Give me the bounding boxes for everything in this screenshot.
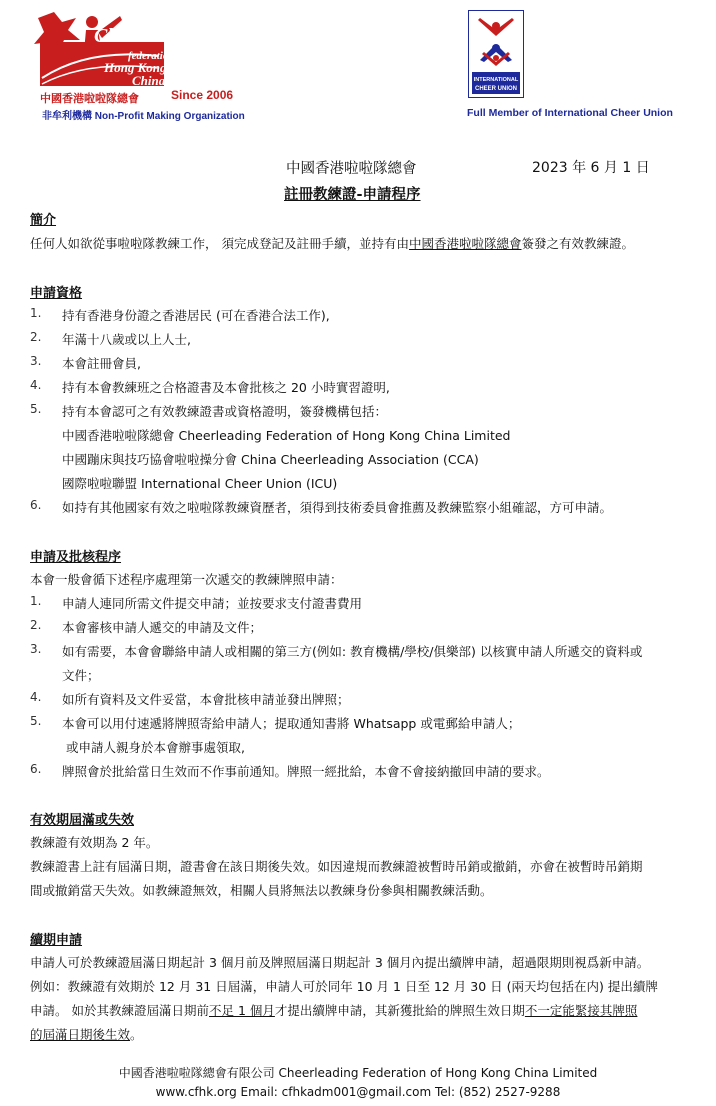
procedure-num: 5. — [30, 714, 42, 728]
eligibility-item: 持有香港身份證之香港居民 (可在香港合法工作), — [62, 308, 330, 323]
svg-text:federation: federation — [128, 50, 175, 62]
procedure-item: 申請人連同所需文件提交申請；並按要求支付證書費用 — [62, 596, 363, 611]
eligibility-num: 4. — [30, 378, 42, 392]
validity-heading: 有效期屆滿或失效 — [30, 813, 135, 828]
member-caption: Full Member of International Cheer Union — [467, 107, 673, 119]
validity-line: 間或撤銷當天失效。如教練證無效，相關人員將無法以教練身份參與相關教練活動。 — [30, 883, 493, 898]
renewal-underlined: 的屆滿日期後生效 — [30, 1027, 131, 1042]
renewal-underlined: 不一定能緊接其牌照 — [524, 1003, 638, 1018]
eligibility-item: 本會註冊會員, — [62, 356, 141, 371]
logo-chinese-name: 中國香港啦啦隊總會 — [40, 93, 139, 105]
procedure-num: 4. — [30, 690, 42, 704]
procedure-heading: 申請及批核程序 — [30, 550, 122, 565]
eligibility-num: 2. — [30, 330, 42, 344]
procedure-intro: 本會一般會循下述程序處理第一次遞交的教練牌照申請： — [30, 572, 343, 587]
issuing-org: 國際啦啦聯盟 International Cheer Union (ICU) — [62, 476, 338, 491]
org-title: 中國香港啦啦隊總會 — [286, 161, 417, 177]
svg-text:CHEER UNION: CHEER UNION — [474, 86, 518, 92]
intro-heading: 簡介 — [30, 213, 57, 228]
icu-logo-graphic — [468, 10, 524, 98]
eligibility-item: 年滿十八歲或以上人士, — [62, 332, 191, 347]
svg-text:INTERNATIONAL: INTERNATIONAL — [473, 77, 519, 83]
procedure-item: 如有需要，本會會聯絡申請人或相關的第三方(例如: 教育機構/學校/俱樂部) 以核實申請人所遞交的資料或 — [62, 644, 643, 659]
procedure-item: 牌照會於批給當日生效而不作事前通知。牌照一經批給，本會不會接納撤回申請的要求。 — [62, 764, 550, 779]
document-date: 2023 年 6 月 1 日 — [532, 160, 650, 176]
renewal-line: 申請。 如於其教練證屆滿日期前不足 1 個月才提出續牌申請，其新獲批給的牌照生效日期不一定能緊接其牌照 — [30, 1003, 638, 1018]
renewal-line: 申請人可於教練證屆滿日期起計 3 個月前及牌照屆滿日期起計 3 個月內提出續牌申請，超過限期則視爲新申請。 — [30, 955, 650, 970]
procedure-num: 2. — [30, 618, 42, 632]
renewal-heading: 續期申請 — [30, 933, 83, 948]
svg-text:Hong Kong: Hong Kong — [104, 60, 167, 75]
document-subject: 註冊教練證-申請程序 — [284, 187, 421, 203]
svg-text:Cheerleading: Cheerleading — [94, 25, 206, 47]
issuing-org: 中國蹦床與技巧協會啦啦操分會 China Cheerleading Association (CCA) — [62, 452, 479, 467]
icu-logo — [468, 10, 524, 98]
since-text: Since 2006 — [171, 88, 234, 102]
eligibility-num: 1. — [30, 306, 42, 320]
eligibility-item: 如持有其他國家有效之啦啦隊教練資歷者，須得到技術委員會推薦及教練監察小組確認，方可申請。 — [62, 500, 613, 515]
eligibility-heading: 申請資格 — [30, 286, 83, 301]
procedure-num: 6. — [30, 762, 42, 776]
non-profit-caption: 非牟利機構 Non-Profit Making Organization — [42, 111, 245, 122]
renewal-underlined: 不足 1 個月 — [208, 1003, 275, 1018]
eligibility-item: 持有本會教練班之合格證書及本會批核之 20 小時實習證明, — [62, 380, 390, 395]
validity-line: 教練證有效期為 2 年。 — [30, 835, 159, 850]
procedure-item: 本會可以用付速遞將牌照寄給申請人；提取通知書將 Whatsapp 或電郵給申請人； — [62, 716, 521, 731]
procedure-item: 如所有資料及文件妥當，本會批核申請並發出牌照； — [62, 692, 350, 707]
footer-contact: www.cfhk.org Email: cfhkadm001@gmail.com Tel: (852) 2527-9288 — [155, 1085, 561, 1099]
issuing-org: 中國香港啦啦隊總會 Cheerleading Federation of Hong Kong China Limited — [62, 428, 511, 443]
svg-text:China: China — [132, 73, 166, 88]
renewal-line: 的屆滿日期後生效。 — [30, 1027, 143, 1042]
eligibility-num: 6. — [30, 498, 42, 512]
procedure-item-cont: 文件； — [62, 668, 100, 683]
validity-line: 教練證書上註有屆滿日期，證書會在該日期後失效。如因違規而教練證被暫時吊銷或撤銷，亦會在被暫時吊銷期 — [30, 859, 643, 874]
procedure-num: 1. — [30, 594, 42, 608]
footer-company: 中國香港啦啦隊總會有限公司 Cheerleading Federation of Hong Kong China Limited — [118, 1066, 598, 1080]
eligibility-num: 3. — [30, 354, 42, 368]
procedure-num: 3. — [30, 642, 42, 656]
eligibility-item: 持有本會認可之有效教練證書或資格證明，簽發機構包括： — [62, 404, 388, 419]
cfhk-logo — [28, 8, 238, 108]
procedure-item-cont: 或申請人親身於本會辦事處領取, — [66, 740, 245, 755]
eligibility-num: 5. — [30, 402, 42, 416]
intro-text: 任何人如欲從事啦啦隊教練工作， 須完成登記及註冊手續，並持有由中國香港啦啦隊總會簽發之有效教練證。 — [30, 236, 635, 251]
renewal-line: 例如：教練證有效期於 12 月 31 日屆滿，申請人可於同年 10 月 1 日至 12 月 30 日 (兩天均包括在内) 提出續牌 — [30, 979, 658, 994]
procedure-item: 本會審核申請人遞交的申請及文件； — [62, 620, 263, 635]
intro-org-underlined: 中國香港啦啦隊總會 — [408, 236, 522, 251]
